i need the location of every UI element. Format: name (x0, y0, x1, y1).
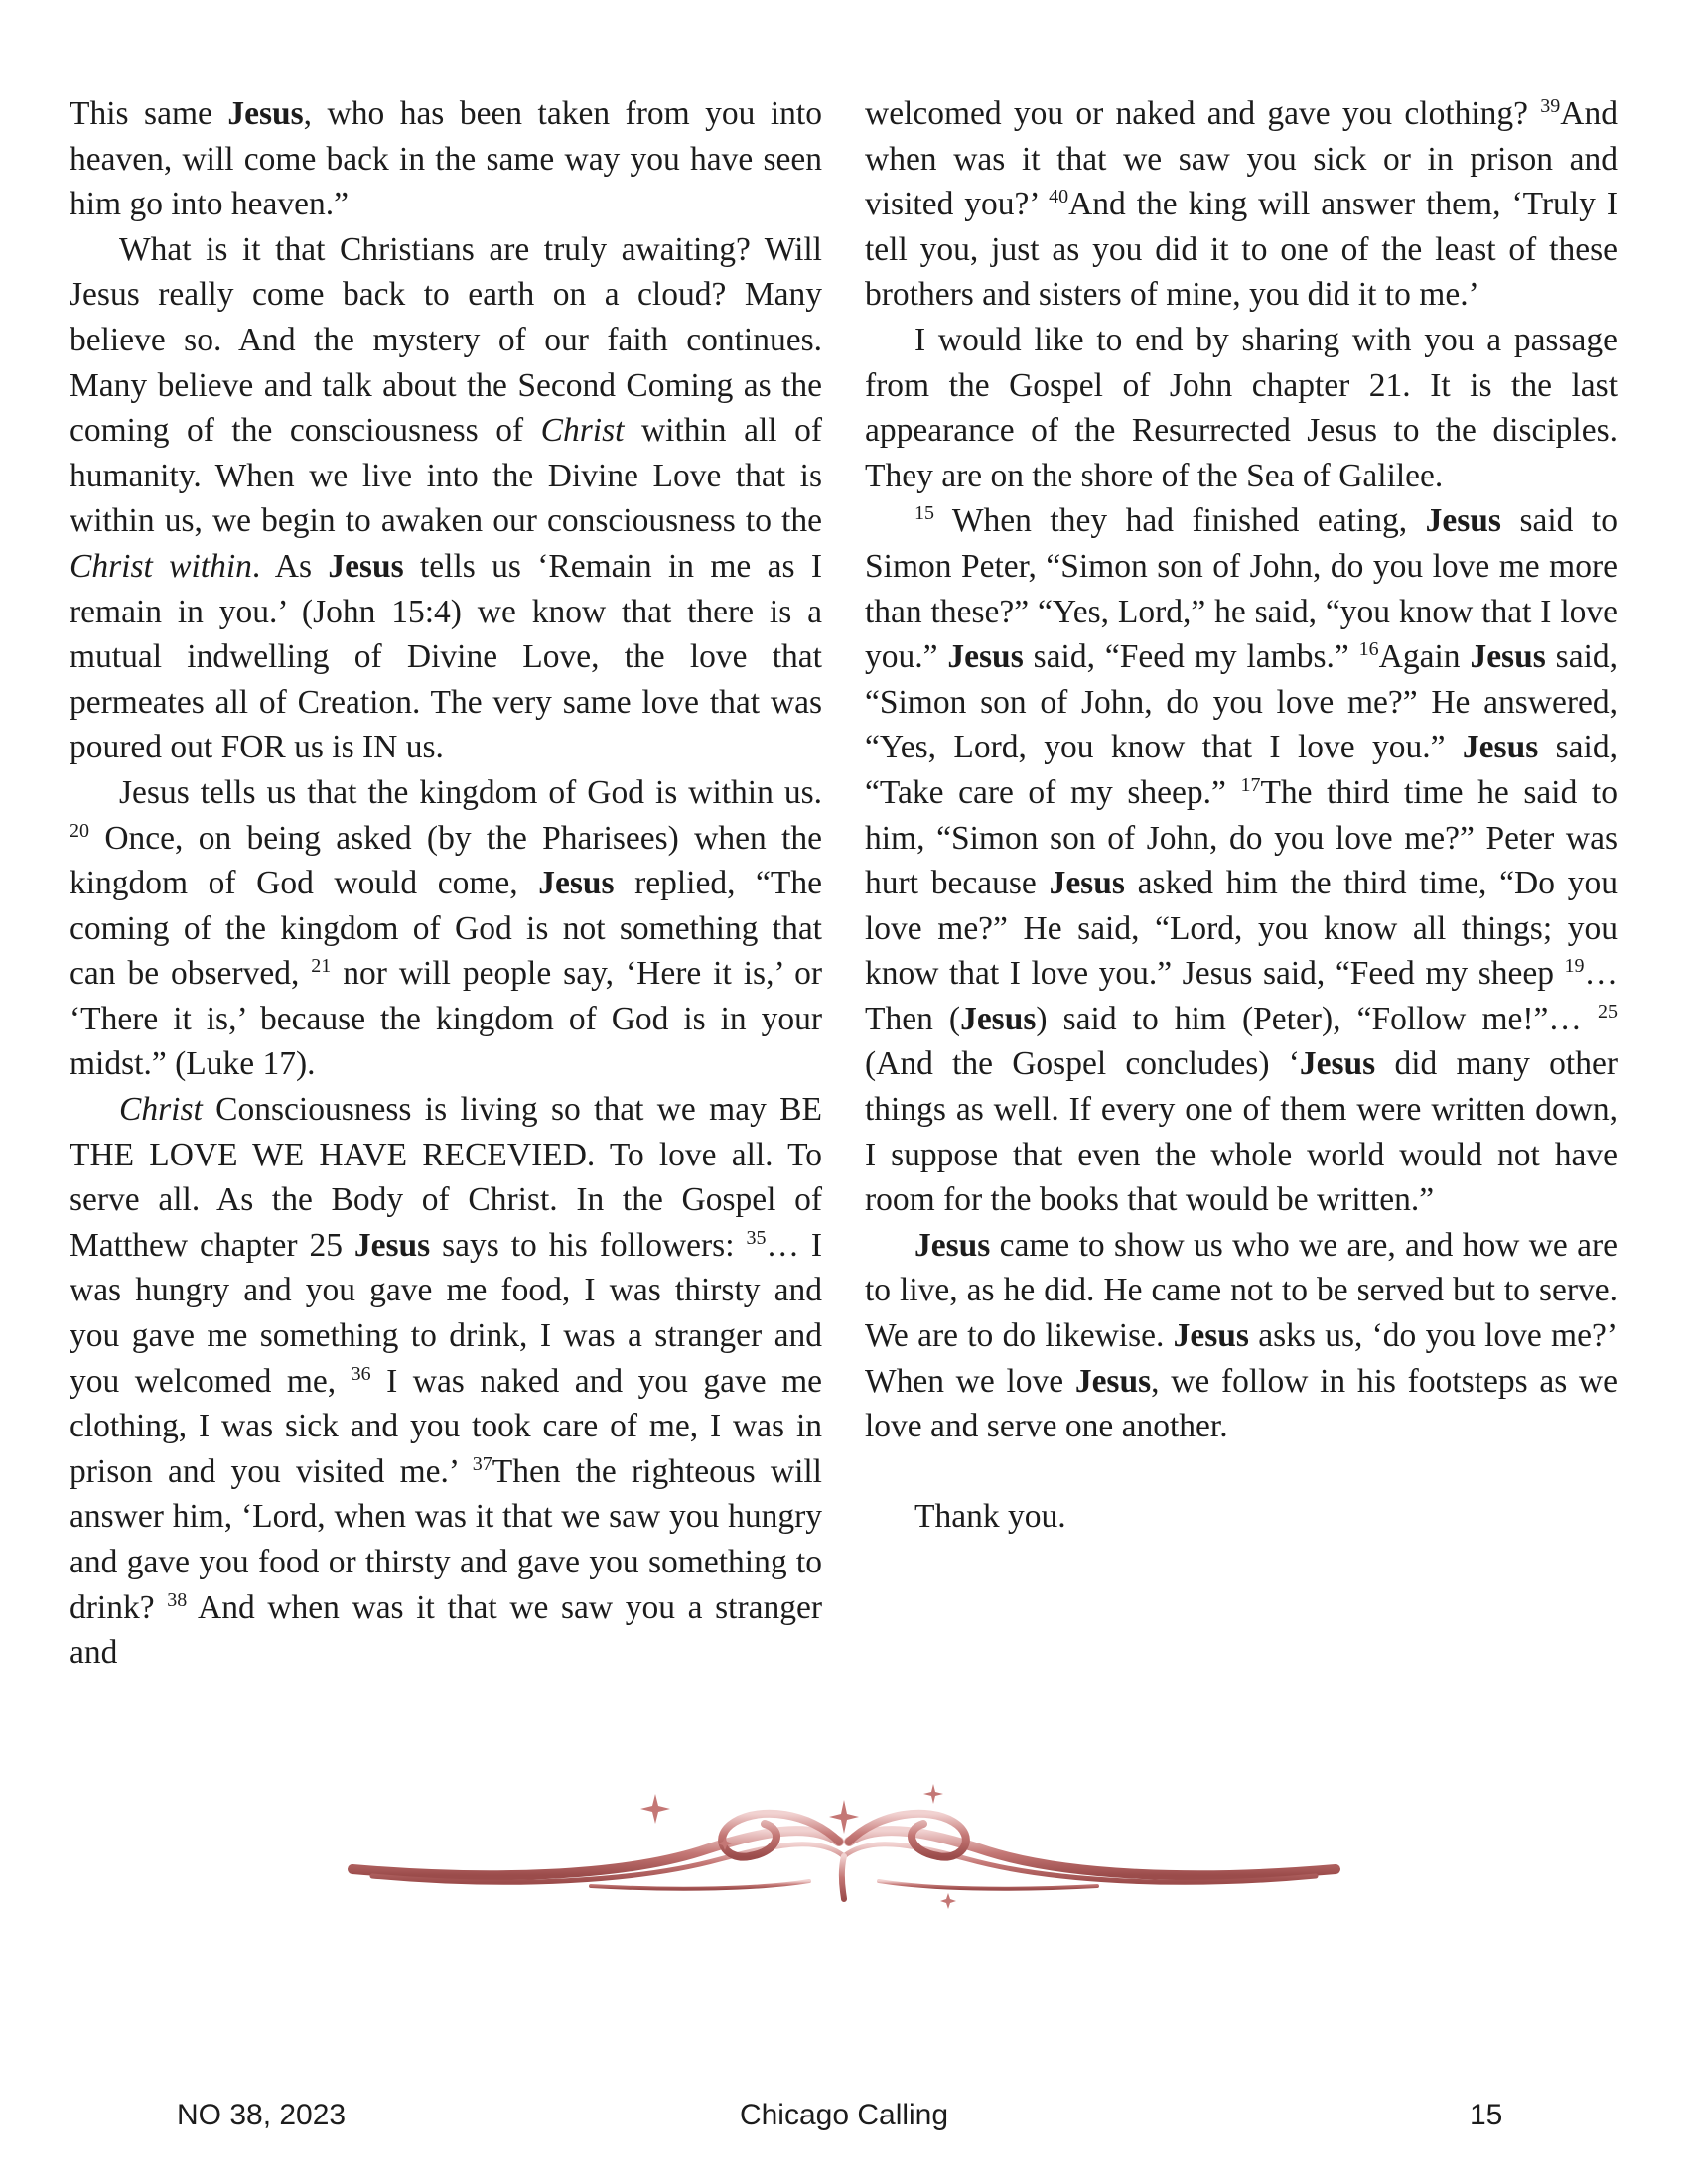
italic-text: Christ (119, 1091, 203, 1129)
verse-number: 35 (746, 1226, 767, 1249)
text-run: said to Simon Peter, “Simon son of John, do you love me more than these?” “Yes, Lord,” he said, “you know that I love you.” (865, 502, 1618, 676)
paragraph (865, 318, 1618, 498)
text-run: asked him the third time, “Do you love me?” He said, “Lord, you know all things; you know that I love you.” Jesus said, “Feed my sheep (865, 865, 1618, 993)
flourish-divider-icon (343, 1782, 1345, 1911)
bold-text: Jesus (227, 95, 304, 132)
text-run: Again (1378, 638, 1471, 676)
text-run: I was naked and you gave me clothing, I was sick and you took care of me, I was in prison and you visited me.’ (70, 1362, 822, 1490)
bold-text: Jesus (947, 638, 1024, 676)
text-run: , who has been taken from you into heaven, will come back in the same way you have seen him go into heaven.” (70, 95, 822, 223)
text-run: And when was it that we saw you sick or in prison and visited you?’ (865, 95, 1618, 223)
paragraph (865, 91, 1618, 318)
text-run: And when was it that we saw you a stranger and (70, 1588, 822, 1672)
paragraph (865, 1223, 1618, 1449)
text-run: says to his followers: (430, 1226, 747, 1264)
text-run: When they had finished eating, (934, 502, 1426, 540)
verse-number: 15 (914, 502, 934, 525)
verse-number: 38 (167, 1588, 188, 1611)
paragraph (70, 91, 822, 227)
bold-text: Jesus (353, 1226, 431, 1264)
text-run: welcomed you or naked and gave you clothing? (865, 95, 1541, 132)
paragraph (865, 1494, 1618, 1540)
bold-text: Jesus (538, 865, 615, 902)
bold-text: Jesus (1299, 1045, 1376, 1083)
verse-number: 40 (1049, 186, 1069, 208)
paragraph (70, 770, 822, 1087)
text-run: … Then ( (865, 955, 1618, 1037)
text-run: came to show us who we are, and how we are to live, as he did. He came not to be served but to serve. We are to do likewise. (865, 1226, 1618, 1355)
text-run: , we follow in his footsteps as we love and serve one another. (865, 1362, 1618, 1445)
bold-text: Jesus (1049, 865, 1125, 902)
paragraph (70, 227, 822, 770)
verse-number: 37 (472, 1452, 492, 1475)
paragraph (865, 498, 1618, 1223)
footer-issue: NO 38, 2023 (177, 2099, 347, 2131)
footer-page-number: 15 (1470, 2099, 1503, 2131)
verse-number: 16 (1358, 638, 1379, 661)
text-run: Once, on being asked (by the Pharisees) when the kingdom of God would come, (70, 819, 822, 902)
bold-text: Jesus (1074, 1362, 1152, 1400)
bold-text: Jesus (1173, 1317, 1249, 1355)
text-run: said, “Take care of my sheep.” (865, 729, 1618, 811)
verse-number: 39 (1540, 95, 1561, 117)
footer-publication: Chicago Calling (739, 2099, 949, 2131)
text-run: within all of humanity. When we live into the Divine Love that is within us, we begin to awaken our consciousness to the (70, 412, 822, 540)
text-run: . As (251, 547, 329, 585)
text-run: replied, “The coming of the kingdom of God is not something that can be observed, (70, 865, 822, 993)
bold-text: Jesus (914, 1226, 991, 1264)
left-column (70, 91, 822, 1676)
italic-text: Christ within (70, 547, 252, 585)
text-run: said, “Feed my lambs.” (1023, 638, 1359, 676)
text-run: And the king will answer them, ‘Truly I tell you, just as you did it to one of the least of these brothers and sisters of mine, you did it to me.’ (865, 186, 1618, 314)
verse-number: 36 (351, 1362, 371, 1385)
bold-text: Jesus (1470, 638, 1546, 676)
text-run: asks us, ‘do you love me?’ When we love (865, 1317, 1618, 1400)
text-run: (And the Gospel concludes) ‘ (865, 1045, 1300, 1083)
text-run: ) said to him (Peter), “Follow me!”… (1036, 1000, 1598, 1037)
text-run: did many other things as well. If every one of them were written down, I suppose that even the whole world would not have room for the books that would be written.” (865, 1045, 1618, 1219)
text-run: nor will people say, ‘Here it is,’ or ‘There it is,’ because the kingdom of God is in your midst.” (Luke 17). (70, 955, 822, 1083)
italic-text: Christ (540, 412, 625, 450)
text-run: I would like to end by sharing with you a passage from the Gospel of John chapter 21. It is the last appearance of the Resurrected Jesus to the disciples. They are on the shore of the Sea of Galilee. (865, 321, 1618, 494)
verse-number: 21 (311, 955, 332, 978)
text-run: This same (70, 95, 228, 132)
text-run: tells us ‘Remain in me as I remain in you.’ (John 15:4) we know that there is a mutual indwelling of Divine Love, the love that permeates all of Creation. The very same love that was poured out FOR us is IN us. (70, 547, 822, 766)
text-run: said, “Simon son of John, do you love me?” He answered, “Yes, Lord, you know that I love you.” (865, 638, 1618, 766)
text-run: Thank you. (914, 1498, 1066, 1536)
verse-number: 25 (1597, 1000, 1618, 1023)
bold-text: Jesus (960, 1000, 1037, 1037)
text-run: What is it that Christians are truly awaiting? Will Jesus really come back to earth on a cloud? Many believe so. And the mystery of our faith continues. Many believe and talk about the Second Coming as the coming of the consciousness of (70, 230, 822, 450)
text-run: … I was hungry and you gave me food, I was thirsty and you gave me something to drink, I was a stranger and you welcomed me, (70, 1226, 823, 1400)
text-run: Jesus tells us that the kingdom of God is within us. (119, 773, 822, 811)
bold-text: Jesus (328, 547, 404, 585)
text-run: Then the righteous will answer him, ‘Lord, when was it that we saw you hungry and gave you food or thirsty and gave you something to drink? (70, 1452, 822, 1626)
bold-text: Jesus (1462, 729, 1539, 766)
text-run: Consciousness is living so that we may BE THE LOVE WE HAVE RECEVIED. To love all. To serve all. As the Body of Christ. In the Gospel of Matthew chapter 25 (70, 1091, 822, 1264)
bold-text: Jesus (1425, 502, 1501, 540)
verse-number: 17 (1240, 773, 1261, 796)
paragraph (70, 1087, 822, 1676)
right-column (865, 91, 1618, 1540)
verse-number: 20 (70, 819, 89, 842)
text-run: The third time he said to him, “Simon son of John, do you love me?” Peter was hurt because (865, 773, 1618, 902)
verse-number: 19 (1564, 955, 1585, 978)
